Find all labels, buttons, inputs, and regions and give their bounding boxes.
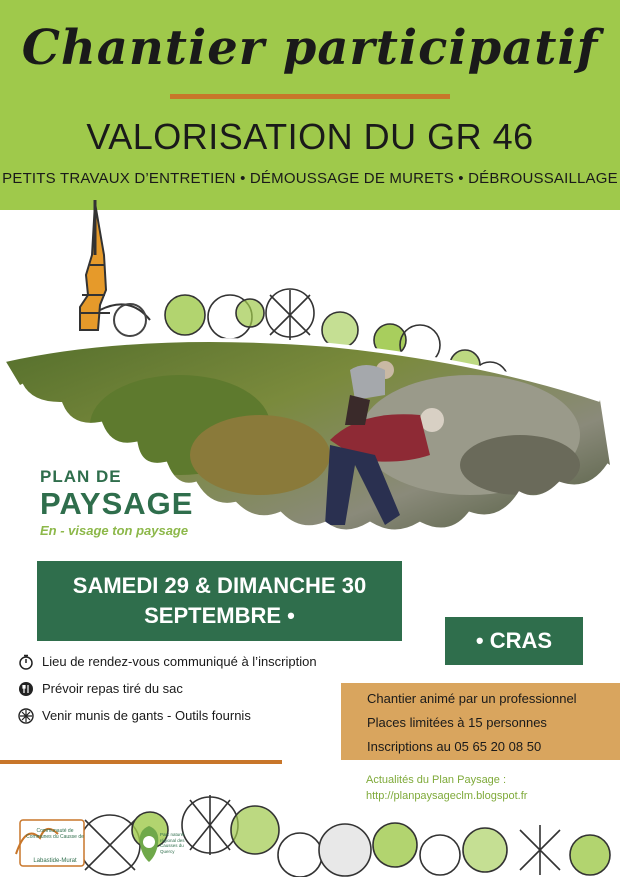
details-line-places: Places limitées à 15 personnes [367, 715, 547, 730]
sun-icon [18, 708, 34, 724]
info-text-gloves: Venir munis de gants - Outils fournis [42, 708, 251, 723]
event-place-box: • CRAS [445, 617, 583, 665]
cutlery-icon [18, 681, 34, 697]
info-list [18, 653, 318, 734]
plan-paysage-logo [40, 467, 193, 538]
park-logo [136, 824, 162, 864]
details-line-animator: Chantier animé par un professionnel [367, 691, 577, 706]
news-link[interactable]: http://planpaysageclm.blogspot.fr [366, 790, 528, 802]
list-item [18, 653, 318, 671]
details-line-phone: Inscriptions au 05 65 20 08 50 [367, 739, 542, 754]
details-box [341, 683, 620, 760]
page-title: Chantier participatif [21, 20, 599, 76]
church-illustration [80, 200, 150, 336]
plan-logo-tagline: En - visage ton paysage [40, 523, 189, 538]
event-date-box [37, 561, 402, 641]
news-label: Actualités du Plan Paysage : [366, 774, 507, 786]
list-item [18, 680, 318, 698]
event-date-line1: SAMEDI 29 & DIMANCHE 30 [72, 573, 367, 598]
tasks-line: PETITS TRAVAUX D’ENTRETIEN • DÉMOUSSAGE DE MURETS • DÉBROUSSAILLAGE [2, 170, 618, 187]
community-logo-text: Communauté de Communes du Causse de [26, 828, 84, 840]
community-logo-name: Labastide-Murat [33, 858, 77, 864]
event-date-line2: SEPTEMBRE • [144, 603, 295, 628]
plan-logo-line2: PAYSAGE [40, 486, 194, 521]
info-text-meeting-point: Lieu de rendez-vous communiqué à l’inscription [42, 654, 317, 669]
title-divider [170, 94, 450, 99]
plan-logo-line1: PLAN DE [40, 467, 122, 486]
park-logo-text: Parc naturel régional des Causses du Quercy [160, 832, 185, 854]
footer-trees-illustration [0, 760, 620, 877]
info-text-meal: Prévoir repas tiré du sac [42, 681, 183, 696]
list-item [18, 707, 318, 725]
page-subtitle: VALORISATION DU GR 46 [86, 116, 534, 157]
stopwatch-icon [18, 654, 34, 670]
